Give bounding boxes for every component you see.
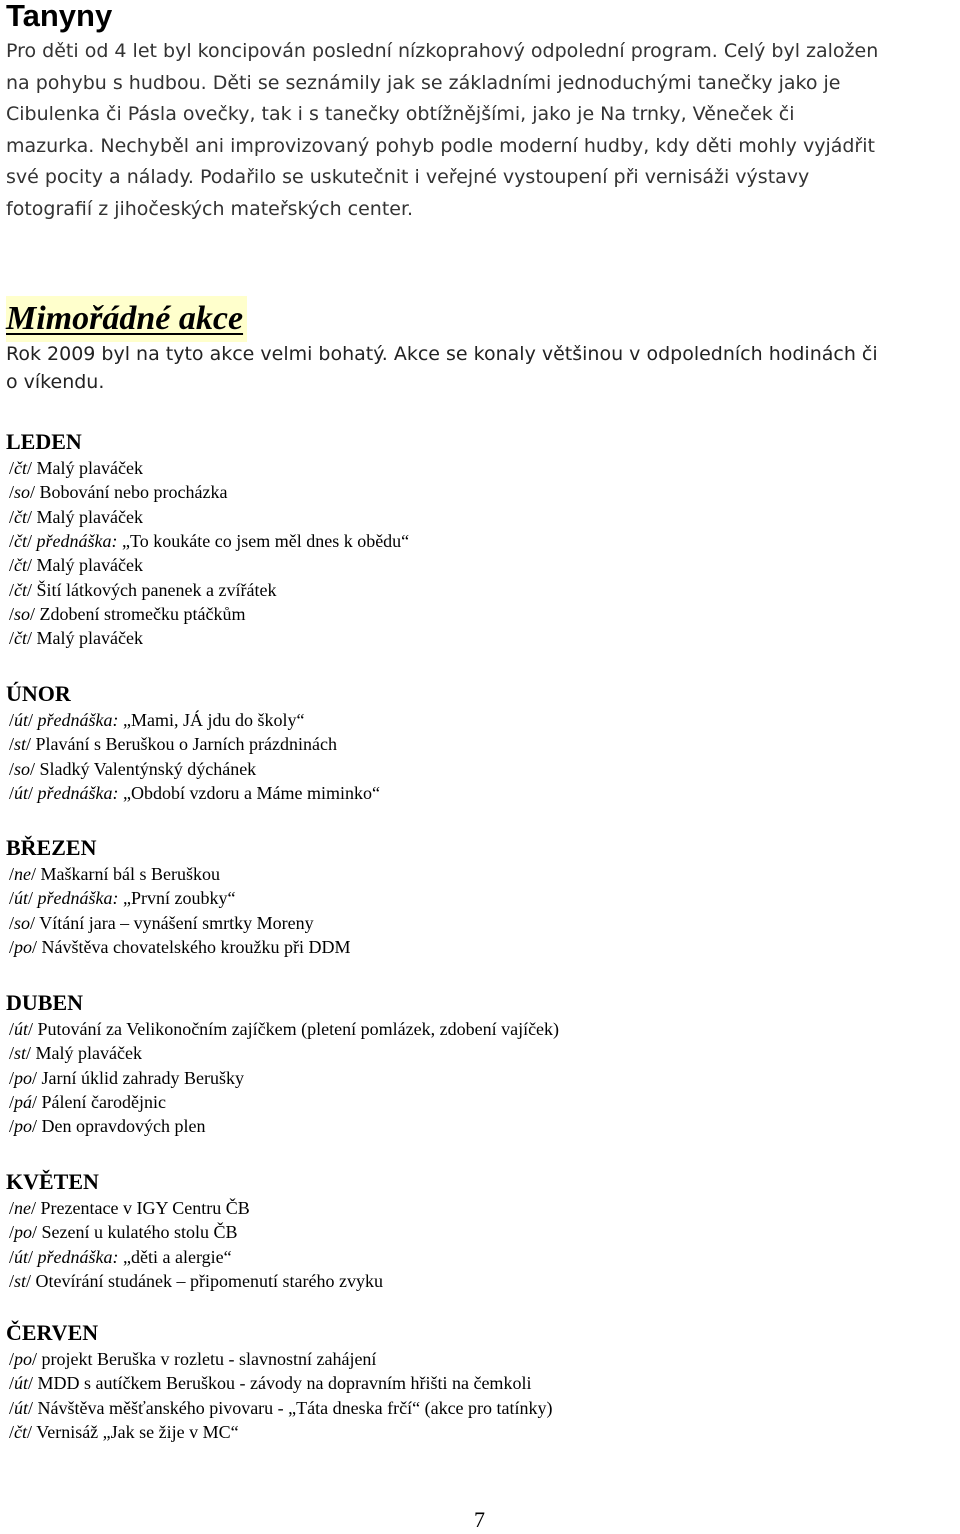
- event-text: Otevírání studánek – připomenutí starého zvyku: [35, 1270, 383, 1291]
- paragraph-line: své pocity a nálady. Podařilo se uskutečnit i veřejné vystoupení při vernisáži výstavy: [6, 166, 810, 188]
- event-text: Návštěva měšťanského pivovaru - „Táta dneska frčí“ (akce pro tatínky): [37, 1397, 553, 1418]
- event-day: ne: [14, 864, 32, 884]
- event-item: /čt/ Vernisáž „Jak se žije v MC“: [9, 1421, 239, 1442]
- event-day: po: [14, 1067, 33, 1088]
- event-item: /út/ Putování za Velikonočním zajíčkem (pletení pomlázek, zdobení vajíček): [9, 1019, 560, 1039]
- event-text: Malý plaváček: [36, 555, 143, 576]
- event-day: út: [14, 1397, 29, 1418]
- event-item: /čt/ přednáška: „To koukáte co jsem měl dnes k obědu“: [9, 530, 410, 551]
- event-day: út: [14, 1019, 29, 1039]
- section-title-tanyny: Tanyny: [6, 0, 113, 33]
- event-kind: přednáška:: [37, 710, 119, 730]
- event-day: čt: [14, 628, 28, 649]
- event-text: „Mami, JÁ jdu do školy“: [123, 710, 305, 730]
- event-item: /út/ přednáška: „Mami, JÁ jdu do školy“: [9, 710, 305, 730]
- event-day: so: [14, 603, 31, 624]
- event-item: /st/ Malý plaváček: [9, 1043, 142, 1064]
- section-title-akce: Mimořádné akce: [6, 296, 247, 342]
- event-text: „děti a alergie“: [123, 1246, 232, 1267]
- event-day: čt: [14, 579, 28, 600]
- event-item: /út/ přednáška: „děti a alergie“: [9, 1246, 232, 1267]
- event-text: Zdobení stromečku ptáčkům: [39, 603, 246, 624]
- event-day: út: [14, 710, 29, 730]
- event-item: /pá/ Pálení čarodějnic: [9, 1091, 166, 1112]
- month-heading: BŘEZEN: [6, 835, 97, 860]
- event-day: st: [14, 734, 27, 755]
- paragraph-line: Rok 2009 byl na tyto akce velmi bohatý. Akce se konaly většinou v odpoledních hodinách či: [6, 343, 878, 365]
- event-day: út: [14, 1246, 29, 1267]
- event-text: Prezentace v IGY Centru ČB: [40, 1198, 250, 1218]
- event-text: Malý plaváček: [35, 1043, 142, 1064]
- event-text: Návštěva chovatelského kroužku při DDM: [41, 936, 351, 957]
- event-text: Den opravdových plen: [41, 1116, 206, 1137]
- event-item: /ne/ Prezentace v IGY Centru ČB: [9, 1198, 250, 1218]
- paragraph-line: fotografií z jihočeských mateřských center.: [6, 197, 414, 220]
- event-day: po: [14, 936, 33, 957]
- event-text: Plavání s Beruškou o Jarních prázdninách: [35, 734, 337, 755]
- event-text: Vernisáž „Jak se žije v MC“: [36, 1421, 239, 1442]
- paragraph-line: na pohybu s hudbou. Děti se seznámily jak se základními jednoduchými tanečky jako je: [6, 71, 841, 94]
- paragraph-line: Pro děti od 4 let byl koncipován poslední nízkoprahový odpolední program. Celý byl založen: [6, 40, 879, 62]
- event-day: čt: [14, 555, 28, 576]
- event-text: Bobování nebo procházka: [39, 482, 228, 503]
- event-text: Putování za Velikonočním zajíčkem (pletení pomlázek, zdobení vajíček): [37, 1019, 560, 1039]
- event-day: st: [14, 1270, 27, 1291]
- month-heading: LEDEN: [6, 429, 82, 454]
- month-heading: ÚNOR: [6, 681, 71, 706]
- event-item: /so/ Bobování nebo procházka: [9, 482, 228, 503]
- month-heading: DUBEN: [6, 990, 84, 1015]
- page-number: 7: [474, 1507, 485, 1532]
- event-item: /čt/ Malý plaváček: [9, 506, 143, 527]
- event-item: /so/ Sladký Valentýnský dýchánek: [9, 758, 257, 779]
- akce-paragraph: [6, 340, 956, 396]
- paragraph-line: o víkendu.: [6, 371, 105, 393]
- event-day: po: [14, 1222, 33, 1243]
- event-item: /čt/ Malý plaváček: [9, 458, 143, 478]
- event-day: st: [14, 1043, 27, 1064]
- event-kind: přednáška:: [37, 1246, 119, 1267]
- event-item: /po/ Den opravdových plen: [9, 1116, 206, 1137]
- event-item: /čt/ Malý plaváček: [9, 555, 143, 576]
- event-day: čt: [14, 530, 28, 551]
- event-item: /út/ MDD s autíčkem Beruškou - závody na dopravním hřišti na čemkoli: [9, 1373, 532, 1394]
- event-item: /po/ projekt Beruška v rozletu - slavnostní zahájení: [9, 1349, 377, 1369]
- event-day: ne: [14, 1198, 32, 1218]
- event-text: projekt Beruška v rozletu - slavnostní zahájení: [41, 1349, 377, 1369]
- event-item: /so/ Zdobení stromečku ptáčkům: [9, 603, 246, 624]
- event-text: Sladký Valentýnský dýchánek: [39, 758, 257, 779]
- event-day: po: [14, 1349, 33, 1369]
- event-item: /st/ Plavání s Beruškou o Jarních prázdninách: [9, 734, 337, 755]
- event-item: /po/ Jarní úklid zahrady Berušky: [9, 1067, 244, 1088]
- event-text: „První zoubky“: [123, 888, 236, 909]
- event-text: Malý plaváček: [36, 506, 143, 527]
- tanyny-paragraph: [6, 36, 956, 225]
- month-heading: ČERVEN: [6, 1320, 99, 1345]
- event-day: út: [14, 1373, 29, 1394]
- event-kind: přednáška:: [37, 888, 119, 909]
- event-kind: přednáška:: [37, 782, 119, 803]
- event-text: „To koukáte co jsem měl dnes k obědu“: [122, 530, 410, 551]
- event-kind: přednáška:: [36, 530, 118, 551]
- event-day: so: [14, 912, 31, 933]
- event-text: Jarní úklid zahrady Berušky: [41, 1067, 244, 1088]
- event-day: po: [14, 1116, 33, 1137]
- event-text: Malý plaváček: [36, 458, 143, 478]
- event-day: út: [14, 782, 29, 803]
- event-item: /ne/ Maškarní bál s Beruškou: [9, 864, 221, 884]
- event-item: /út/ přednáška: „Období vzdoru a Máme miminko“: [9, 782, 380, 803]
- event-day: so: [14, 758, 31, 779]
- event-day: út: [14, 888, 29, 909]
- event-item: /so/ Vítání jara – vynášení smrtky Moreny: [9, 912, 314, 933]
- event-text: Maškarní bál s Beruškou: [40, 864, 221, 884]
- event-item: /po/ Sezení u kulatého stolu ČB: [9, 1222, 238, 1243]
- event-day: čt: [14, 506, 28, 527]
- event-day: čt: [14, 1421, 28, 1442]
- event-item: /út/ Návštěva měšťanského pivovaru - „Táta dneska frčí“ (akce pro tatínky): [9, 1397, 553, 1418]
- event-text: Pálení čarodějnic: [41, 1091, 166, 1112]
- event-day: pá: [14, 1091, 33, 1112]
- event-text: Šití látkových panenek a zvířátek: [36, 579, 277, 600]
- event-text: MDD s autíčkem Beruškou - závody na dopravním hřišti na čemkoli: [37, 1373, 532, 1394]
- event-text: Vítání jara – vynášení smrtky Moreny: [39, 912, 314, 933]
- event-item: /čt/ Šití látkových panenek a zvířátek: [9, 579, 277, 600]
- event-text: „Období vzdoru a Máme miminko“: [123, 782, 380, 803]
- event-day: so: [14, 482, 31, 503]
- event-text: Sezení u kulatého stolu ČB: [41, 1222, 238, 1243]
- event-day: čt: [14, 458, 28, 478]
- paragraph-line: Cibulenka či Pásla ovečky, tak i s tanečky obtížnějšími, jako je Na trnky, Věneček či: [6, 103, 795, 125]
- event-text: Malý plaváček: [36, 628, 143, 649]
- event-item: /po/ Návštěva chovatelského kroužku při DDM: [9, 936, 351, 957]
- paragraph-line: mazurka. Nechyběl ani improvizovaný pohyb podle moderní hudby, kdy děti mohly vyjádřit: [6, 134, 875, 157]
- month-heading: KVĚTEN: [6, 1169, 99, 1194]
- event-item: /st/ Otevírání studánek – připomenutí starého zvyku: [9, 1270, 383, 1291]
- event-item: /út/ přednáška: „První zoubky“: [9, 888, 236, 909]
- event-item: /čt/ Malý plaváček: [9, 628, 143, 649]
